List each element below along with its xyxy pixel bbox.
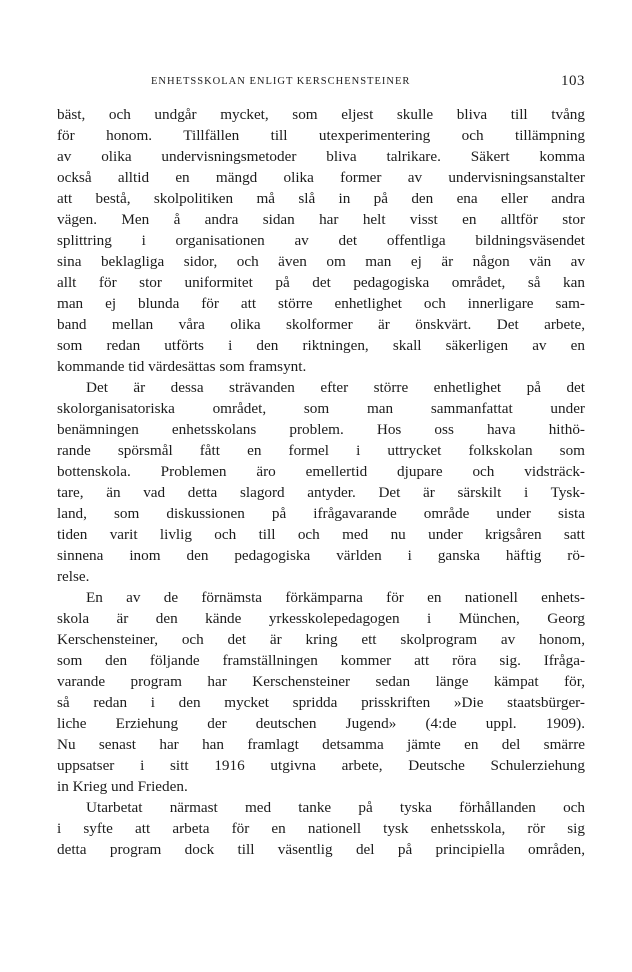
- text-line: land, som diskussionen på ifrågavarande område under sista: [57, 505, 585, 522]
- text-line: bäst, och undgår mycket, som eljest skulle bliva till tvång: [57, 106, 585, 123]
- text-line: in Krieg und Frieden.: [57, 778, 188, 795]
- text-line: splittring i organisationen av det offentliga bildningsväsendet: [57, 232, 585, 249]
- text-line: tiden varit livlig och till och med nu under krigsåren satt: [57, 526, 585, 543]
- text-line: sina beklagliga sidor, och även om man ej är någon vän av: [57, 253, 585, 270]
- text-line: Kerschensteiner, och det är kring ett skolprogram av honom,: [57, 631, 585, 648]
- text-line: som den följande framställningen kommer att röra sig. Ifråga-: [57, 652, 585, 669]
- text-line: av olika undervisningsmetoder bliva talrikare. Säkert komma: [57, 148, 585, 165]
- text-line: också alltid en mängd olika former av undervisningsanstalter: [57, 169, 585, 186]
- text-line: sinnena inom den pedagogiska världen i ganska häftig rö-: [57, 547, 585, 564]
- text-line: rande spörsmål fått en formel i uttrycket folkskolan som: [57, 442, 585, 459]
- text-line: att bestå, skolpolitiken må slå in på den ena eller andra: [57, 190, 585, 207]
- text-line: band mellan våra olika skolformer är önskvärt. Det arbete,: [57, 316, 585, 333]
- text-line: tare, än vad detta slagord antyder. Det är särskilt i Tysk-: [57, 484, 585, 501]
- paragraph-4: [57, 797, 585, 860]
- text-line: Nu senast har han framlagt detsamma jämte en del smärre: [57, 736, 585, 753]
- text-line: detta program dock till väsentlig del på principiella områden,: [57, 841, 585, 858]
- text-line: som redan utförts i den riktningen, skall säkerligen av en: [57, 337, 585, 354]
- text-line: liche Erziehung der deutschen Jugend» (4:de uppl. 1909).: [57, 715, 585, 732]
- running-head: [57, 73, 585, 104]
- text-line: allt för stor uniformitet på det pedagogiska området, så kan: [57, 274, 585, 291]
- text-line: Det är dessa strävanden efter större enhetlighet på det: [86, 379, 585, 396]
- running-title: ENHETSSKOLAN ENLIGT KERSCHENSTEINER: [151, 76, 411, 87]
- text-line: kommande tid värdesättas som framsynt.: [57, 358, 307, 375]
- text-line: skola är den kände yrkesskolepedagogen i München, Georg: [57, 610, 585, 627]
- paragraph-2: [57, 377, 585, 587]
- paragraph-3: [57, 587, 585, 797]
- text-line: så redan i den mycket spridda prisskriften »Die staatsbürger-: [57, 694, 585, 711]
- paragraph-1: [57, 104, 585, 377]
- text-line: benämningen enhetsskolans problem. Hos oss hava hithö-: [57, 421, 585, 438]
- text-line: skolorganisatoriska området, som man sammanfattat under: [57, 400, 585, 417]
- text-line: Utarbetat närmast med tanke på tyska förhållanden och: [86, 799, 585, 816]
- text-line: varande program har Kerschensteiner sedan länge kämpat för,: [57, 673, 585, 690]
- text-line: relse.: [57, 568, 90, 585]
- text-line: En av de förnämsta förkämparna för en nationell enhets-: [86, 589, 585, 606]
- book-page: [57, 73, 585, 860]
- text-line: för honom. Tillfällen till utexperimentering och tillämpning: [57, 127, 585, 144]
- text-line: man ej blunda för att större enhetlighet och innerligare sam-: [57, 295, 585, 312]
- text-line: uppsatser i sitt 1916 utgivna arbete, Deutsche Schulerziehung: [57, 757, 585, 774]
- page-number: 103: [561, 73, 585, 89]
- text-line: vägen. Men å andra sidan har helt visst en alltför stor: [57, 211, 585, 228]
- text-line: i syfte att arbeta för en nationell tysk enhetsskola, rör sig: [57, 820, 585, 837]
- text-line: bottenskola. Problemen äro emellertid djupare och vidsträck-: [57, 463, 585, 480]
